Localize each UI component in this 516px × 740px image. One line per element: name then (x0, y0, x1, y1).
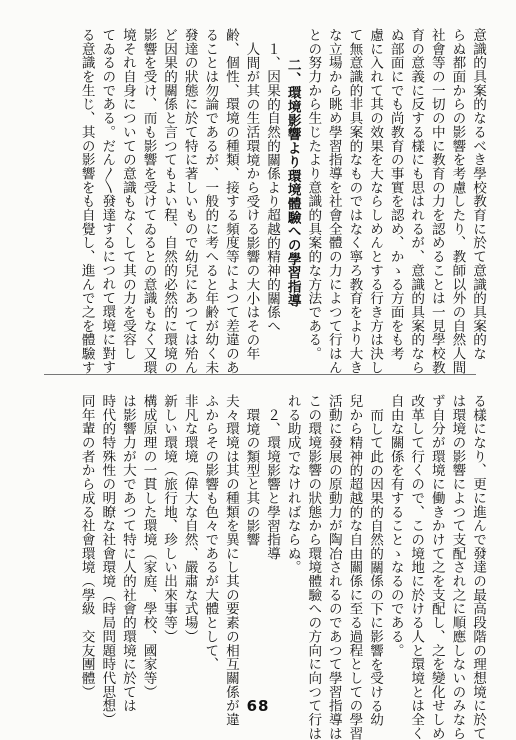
section-heading: 二、環境影響より環境體驗への學習指導 (284, 58, 301, 308)
text-line: は影響力が大であつて特に人的社會的環境に於ては (119, 394, 136, 713)
text-line: 社會等の一切の中に教育の力を認めることは一見學校教 (428, 28, 445, 375)
text-line: 改革して行くので、この境地に於ける人と環境とは全く (408, 394, 425, 740)
text-line: 自由な關係を有することゝなるのである。 (387, 394, 404, 658)
list-item: 同年輩の者から成る社會環境（學級 交友團體） (78, 394, 95, 699)
text-line: 人間が其の生活環境から受ける影響の大小はその年 (243, 42, 260, 361)
text-line: ず自分が環境に働きかけて之を支配し、之を變化せしめ (428, 394, 445, 740)
list-item: 非凡な環境（偉大な自然、嚴肅な式場） (181, 394, 198, 644)
list-item: 新しい環境（旅行地、珍しい出來事等） (161, 394, 178, 644)
text-line: 境それ自身についての意識もなくして其の力を受容し (119, 28, 136, 361)
text-line: 兒から精神的超越的な自由關係に至る過程としての學習 (346, 394, 363, 740)
text-line: る意識を生じ、其の影響をも自覺し、進んで之を體驗す (78, 28, 95, 375)
text-line: 而して此の因果的自然的關係の下に影響を受ける幼 (367, 408, 384, 727)
text-line: らぬ都面からの影響を考慮したり、教師以外の自然人間 (449, 28, 466, 375)
text-line: 活動に發展の原動力が陶冶されるのであつて學習指導は (325, 394, 342, 740)
text-line: る樣になり、更に進んで發達の最高段階の理想境に於て (470, 394, 486, 740)
text-line: この環境影響の狀態から環境體驗への方向に向つて行は (305, 394, 322, 740)
text-line: 影響を受け、而も影響を受けてゐるとの意識もなく又環 (140, 28, 157, 375)
text-line: ふからその影響も色々であるが大體として、 (202, 394, 219, 671)
upper-text-block (76, 28, 488, 375)
subsection-heading: 環境の類型と其の影響 (243, 408, 260, 547)
text-line: 慮に入れて其の效果を大ならしめんとする行き方は決し (367, 28, 384, 375)
text-line: て無意識的非具案的なものではなく寧ろ教育をより大き (346, 28, 363, 375)
text-line: てゐるのである。だん〳〵發達するにつれて環境に對す (99, 28, 116, 374)
text-line: 齢、個性、環境の種類、接する頻度等によつて差違のあ (222, 28, 239, 375)
text-line: 意識的具案的なるべき學校教育に於て意識的具案的な (470, 28, 486, 361)
text-line: は環境の影響によつて支配され之に順應しないのみなら (449, 394, 466, 740)
text-line: 夫々環境は其の種類を異にし其の要素の相互關係が違 (222, 394, 239, 727)
text-line: な立場から眺め學習指導を社會全體の力によつて行はん (325, 28, 342, 375)
text-line: との努力から生じたより意識的具案的な方法である。 (305, 28, 322, 361)
page-number: 68 (246, 697, 270, 715)
column-divider (44, 374, 476, 375)
text-line: れる助成でなければならぬ。 (284, 394, 301, 575)
text-line: 育の意義に反する樣にも思はれるが、意識的具案的なら (408, 28, 425, 375)
text-line: ど因果的關係と言つてもよい程、自然的必然的に環境の (161, 28, 178, 375)
list-item: 構成原理の一貫した環境（家庭、學校、國家等） (140, 394, 157, 699)
text-line: 發達の狀態に於て特に著しいもので幼兒にあつては殆ん (181, 28, 198, 375)
list-item: 時代的特殊性の明瞭な社會環境（時局問題時代思想） (99, 394, 116, 727)
text-line: ぬ部面にでも尚教育の事實を認め、かゝる方面をも考 (387, 28, 404, 361)
subsection-heading: ２、環境影響と學習指導 (264, 408, 281, 561)
subsection-heading: １、因果的自然的關係より超越的精神的關係へ (264, 42, 281, 333)
text-line: ることは勿論であるが、一般的に考へると年齢が幼く未 (202, 28, 219, 375)
